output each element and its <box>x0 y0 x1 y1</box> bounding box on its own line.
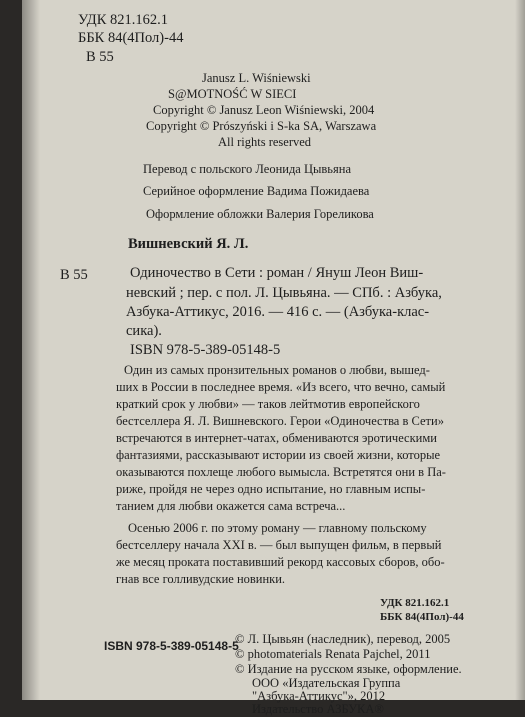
annotation-line: бестселлера Я. Л. Вишневского. Герои «Одиночества в Сети» <box>116 414 444 428</box>
book-page <box>22 0 525 716</box>
bottom-isbn: ISBN 978-5-389-05148-5 <box>104 639 239 653</box>
copyright-line: © photomaterials Renata Pajchel, 2011 <box>235 647 431 661</box>
bib-line-4: сика). <box>126 323 162 339</box>
bbk-code: ББК 84(4Пол)-44 <box>78 30 184 46</box>
library-code: В 55 <box>60 267 88 283</box>
bib-line-1: Одиночество в Сети : роман / Януш Леон Виш- <box>130 265 424 281</box>
annotation-line: риже, пройдя не через одно испытание, но главным испы- <box>116 482 426 496</box>
annotation-line: Один из самых пронзительных романов о любви, вышед- <box>124 363 430 377</box>
copyright-line: ООО «Издательская Группа <box>252 676 401 690</box>
original-title: S@MOTNOŚĆ W SIECI <box>168 87 297 101</box>
udk-code: УДК 821.162.1 <box>78 12 168 28</box>
annotation-line: гнав все голливудские новинки. <box>116 572 286 586</box>
annotation-line: же месяц проката поставивший рекорд кассовых сборов, обо- <box>116 555 445 569</box>
translation-credit: Перевод с польского Леонида Цывьяна <box>143 162 351 176</box>
copyright-line: © Издание на русском языке, оформление. <box>235 662 462 676</box>
copyright-publisher: Copyright © Prószyński i S-ka SA, Warszawa <box>146 119 377 133</box>
annotation-line: оказываются похлеще любого вымысла. Встретятся они в Па- <box>116 465 446 479</box>
cover-design-credit: Оформление обложки Валерия Гореликова <box>146 207 374 221</box>
copyright-line: © Л. Цывьян (наследник), перевод, 2005 <box>235 632 451 646</box>
copyright-author: Copyright © Janusz Leon Wiśniewski, 2004 <box>153 103 375 117</box>
bib-line-2: невский ; пер. с пол. Л. Цывьяна. — СПб. : Азбука, <box>126 285 442 301</box>
bib-line-3: Азбука-Аттикус, 2016. — 416 с. — (Азбука-клас- <box>126 304 430 320</box>
bottom-udk-code: УДК 821.162.1 <box>380 597 450 609</box>
author-sign: В 55 <box>86 49 114 65</box>
isbn: ISBN 978-5-389-05148-5 <box>130 342 281 358</box>
annotation-line: встречаются в интернет-чатах, обмениваются эротическими <box>116 431 437 445</box>
annotation-line: танием для любви окажется сама встреча... <box>116 499 346 513</box>
original-author: Janusz L. Wiśniewski <box>202 71 311 85</box>
author-heading: Вишневский Я. Л. <box>128 236 249 252</box>
copyright-line: "Азбука-Аттикус"», 2012 <box>252 689 386 703</box>
annotation-line: краткий срок у любви» — таков лейтмотив европейского <box>116 397 420 411</box>
annotation-line: ших в России в последнее время. «Из всего, что вечно, самый <box>116 380 446 394</box>
page-edge-shadow <box>515 0 525 700</box>
annotation-line: фантазиями, рассказывают истории из своей жизни, которые <box>116 448 441 462</box>
bottom-bbk-code: ББК 84(4Пол)-44 <box>380 611 464 623</box>
series-design-credit: Серийное оформление Вадима Пожидаева <box>143 184 370 198</box>
rights-reserved: All rights reserved <box>218 135 312 149</box>
page-binding-shadow <box>22 0 40 700</box>
annotation-line: бестселлеру начала XXI в. — был выпущен фильм, в первый <box>116 538 442 552</box>
annotation-line: Осенью 2006 г. по этому роману — главному польскому <box>128 521 427 535</box>
copyright-line: Издательство АЗБУКА® <box>252 702 384 716</box>
